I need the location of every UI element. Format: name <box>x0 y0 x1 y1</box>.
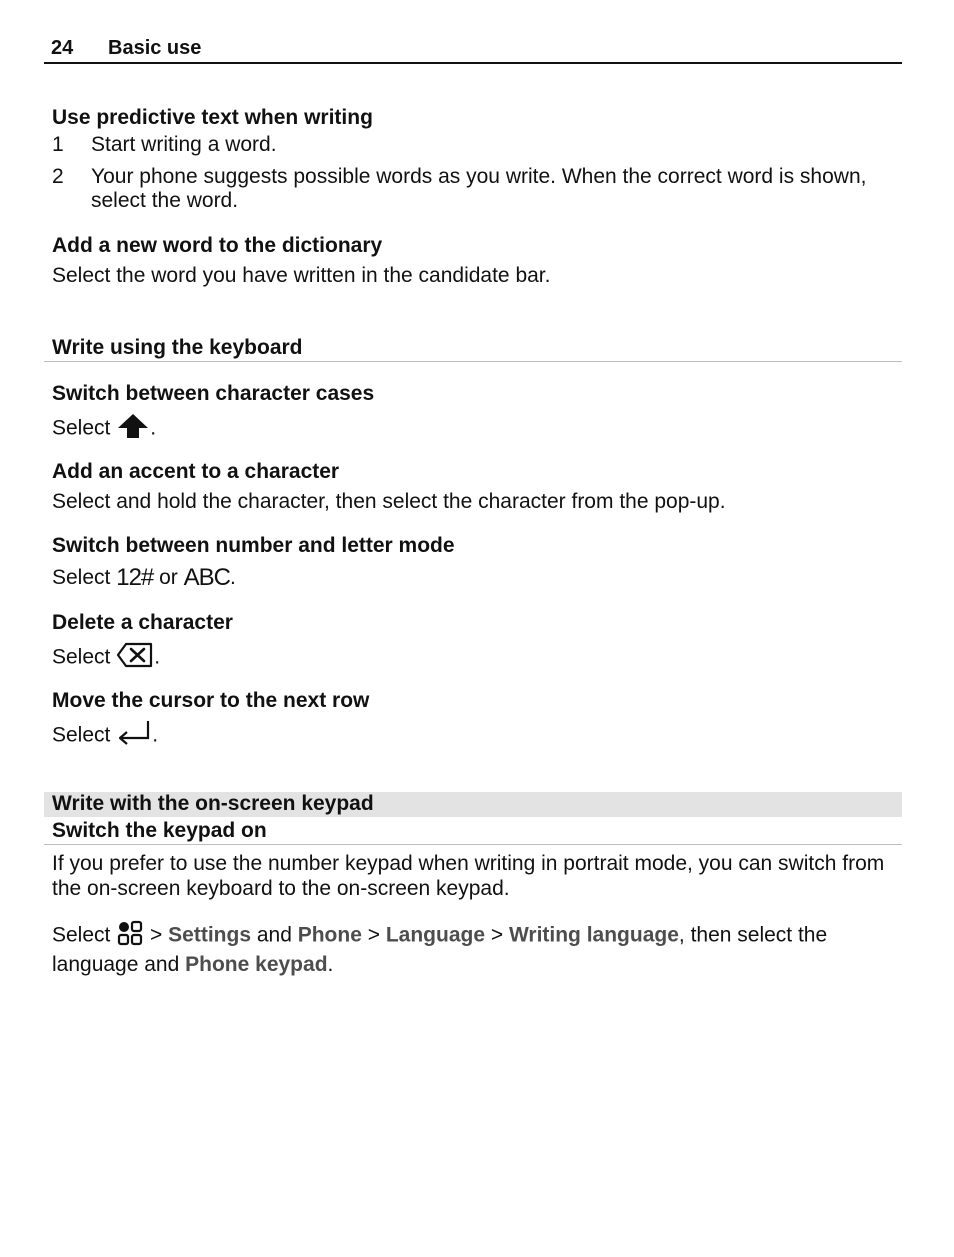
letter-mode-icon: ABC <box>183 564 230 591</box>
page-header-title: Basic use <box>108 37 202 59</box>
select-word: Select <box>52 566 111 589</box>
select-word: Select <box>52 923 111 947</box>
delete-instruction <box>52 641 160 675</box>
select-word: Select <box>52 645 111 669</box>
period: . <box>154 645 161 669</box>
mode-instruction <box>52 564 236 592</box>
step-text: Your phone suggests possible words as you write. When the correct word is shown, select the word. <box>91 165 867 212</box>
instruction-text: , then select the language and <box>52 923 828 976</box>
delete-heading: Delete a character <box>52 611 233 634</box>
path-separator: > <box>361 923 386 947</box>
keypad-heading: Switch the keypad on <box>52 819 267 842</box>
keypad-instruction <box>52 920 902 977</box>
step-text: Start writing a word. <box>91 133 277 156</box>
dictionary-text: Select the word you have written in the candidate bar. <box>52 264 551 287</box>
cases-instruction <box>52 412 156 446</box>
step-number: 1 <box>52 133 64 156</box>
and-word: and <box>251 923 298 947</box>
language-link: Language <box>385 923 486 947</box>
accent-heading: Add an accent to a character <box>52 460 340 483</box>
keyboard-section-title: Write using the keyboard <box>52 336 303 359</box>
path-separator: > <box>144 923 169 947</box>
number-mode-icon: 12# <box>116 564 154 591</box>
cursor-heading: Move the cursor to the next row <box>52 689 370 712</box>
period: . <box>327 953 334 976</box>
enter-icon <box>116 719 152 753</box>
period: . <box>152 723 159 747</box>
dictionary-heading: Add a new word to the dictionary <box>52 234 383 257</box>
step-number: 2 <box>52 165 64 188</box>
section-divider <box>44 361 902 362</box>
keypad-paragraph: If you prefer to use the number keypad when writing in portrait mode, you can switch from the on-screen keyboard to the on-screen keypad. <box>52 852 885 900</box>
writing-language-link: Writing language <box>508 923 679 947</box>
phone-link: Phone <box>297 923 362 947</box>
settings-link: Settings <box>168 923 251 947</box>
predictive-heading: Use predictive text when writing <box>52 106 373 129</box>
select-word: Select <box>52 723 111 747</box>
period: . <box>150 416 157 440</box>
period: . <box>230 566 236 589</box>
menu-grid-icon <box>116 920 144 952</box>
cases-heading: Switch between character cases <box>52 382 375 405</box>
mode-heading: Switch between number and letter mode <box>52 534 455 557</box>
cursor-instruction <box>52 719 158 753</box>
select-word: Select <box>52 416 111 440</box>
page-number: 24 <box>51 37 74 59</box>
phone-keypad-link: Phone keypad <box>185 953 328 976</box>
backspace-icon <box>116 641 154 675</box>
page-header <box>44 36 902 64</box>
path-separator: > <box>485 923 509 947</box>
shift-arrow-icon <box>116 412 150 446</box>
section-divider <box>44 844 902 845</box>
or-word: or <box>159 566 178 589</box>
keypad-section-title: Write with the on-screen keypad <box>52 792 374 815</box>
accent-text: Select and hold the character, then select the character from the pop-up. <box>52 490 726 513</box>
